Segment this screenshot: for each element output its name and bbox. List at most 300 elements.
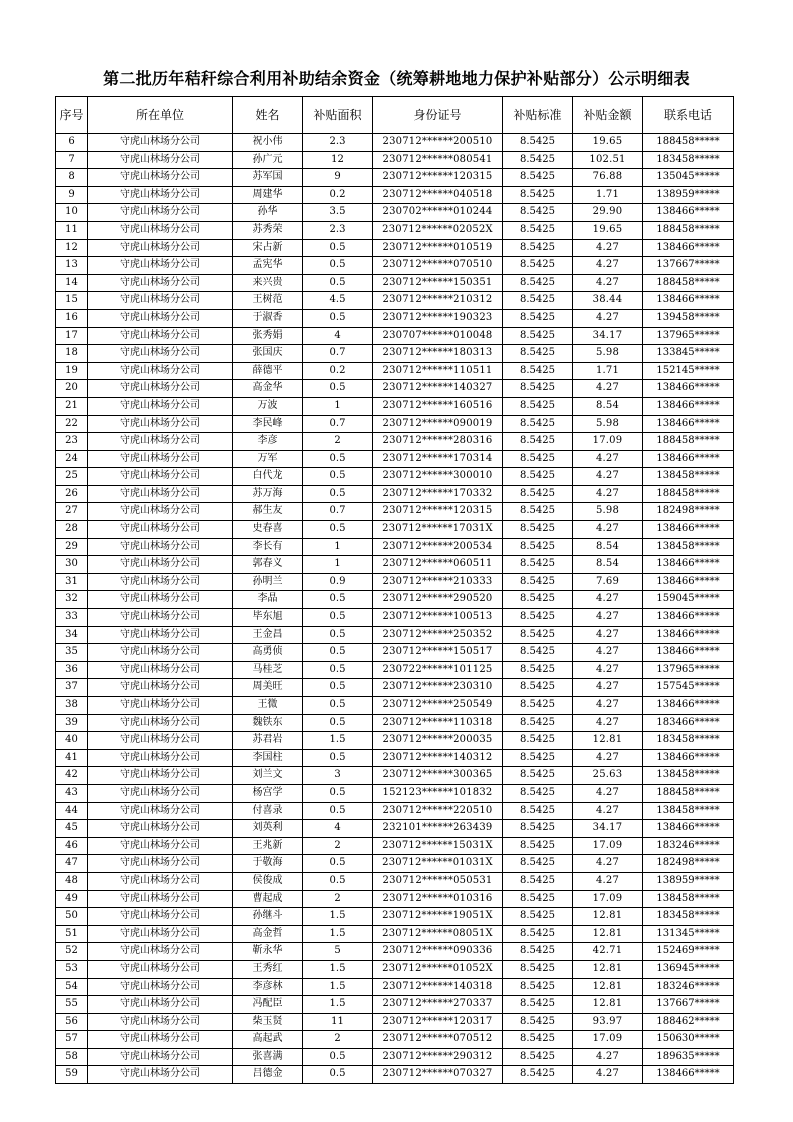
row-area: 4 (303, 327, 373, 345)
subsidy-table (55, 96, 734, 1084)
row-area: 0.5 (303, 784, 373, 802)
row-name: 张喜满 (233, 1048, 303, 1066)
row-area: 0.5 (303, 1066, 373, 1084)
row-unit: 守虎山林场分公司 (88, 820, 233, 838)
table-row (56, 186, 734, 204)
row-index: 30 (56, 556, 88, 574)
row-phone: 188462***** (643, 1013, 734, 1031)
row-id-number: 230712******080541 (373, 151, 503, 169)
row-name: 孙广元 (233, 151, 303, 169)
table-row (56, 573, 734, 591)
row-name: 孟宪华 (233, 257, 303, 275)
row-amount: 8.54 (573, 556, 643, 574)
row-amount: 34.17 (573, 820, 643, 838)
row-id-number: 230712******290312 (373, 1048, 503, 1066)
row-phone: 138466***** (643, 380, 734, 398)
row-index: 7 (56, 151, 88, 169)
row-id-number: 230712******200510 (373, 134, 503, 152)
row-unit: 守虎山林场分公司 (88, 169, 233, 187)
row-name: 毕东旭 (233, 609, 303, 627)
row-area: 3.5 (303, 204, 373, 222)
row-amount: 4.27 (573, 591, 643, 609)
row-phone: 138959***** (643, 872, 734, 890)
row-phone: 183458***** (643, 151, 734, 169)
row-amount: 5.98 (573, 503, 643, 521)
row-index: 25 (56, 468, 88, 486)
row-standard: 8.5425 (503, 485, 573, 503)
row-standard: 8.5425 (503, 397, 573, 415)
row-amount: 17.09 (573, 433, 643, 451)
row-amount: 17.09 (573, 837, 643, 855)
row-standard: 8.5425 (503, 644, 573, 662)
table-row (56, 503, 734, 521)
table-row (56, 714, 734, 732)
row-index: 28 (56, 521, 88, 539)
row-index: 59 (56, 1066, 88, 1084)
row-area: 0.5 (303, 309, 373, 327)
row-unit: 守虎山林场分公司 (88, 151, 233, 169)
row-phone: 138458***** (643, 538, 734, 556)
row-name: 李长有 (233, 538, 303, 556)
row-amount: 8.54 (573, 538, 643, 556)
row-unit: 守虎山林场分公司 (88, 872, 233, 890)
row-area: 0.7 (303, 503, 373, 521)
row-phone: 159045***** (643, 591, 734, 609)
row-phone: 188458***** (643, 485, 734, 503)
row-standard: 8.5425 (503, 468, 573, 486)
row-unit: 守虎山林场分公司 (88, 415, 233, 433)
row-index: 23 (56, 433, 88, 451)
row-unit: 守虎山林场分公司 (88, 485, 233, 503)
table-row (56, 697, 734, 715)
row-phone: 136945***** (643, 960, 734, 978)
row-name: 刘兰文 (233, 767, 303, 785)
row-unit: 守虎山林场分公司 (88, 609, 233, 627)
row-amount: 5.98 (573, 415, 643, 433)
row-id-number: 230712******060511 (373, 556, 503, 574)
row-unit: 守虎山林场分公司 (88, 221, 233, 239)
row-area: 0.5 (303, 274, 373, 292)
row-phone: 138458***** (643, 802, 734, 820)
table-row (56, 257, 734, 275)
table-row (56, 732, 734, 750)
row-unit: 守虎山林场分公司 (88, 943, 233, 961)
row-id-number: 230712******250549 (373, 697, 503, 715)
row-area: 0.5 (303, 257, 373, 275)
row-standard: 8.5425 (503, 169, 573, 187)
row-unit: 守虎山林场分公司 (88, 450, 233, 468)
table-row (56, 433, 734, 451)
table-header-row (56, 97, 734, 134)
row-name: 马桂芝 (233, 661, 303, 679)
row-area: 0.5 (303, 468, 373, 486)
row-id-number: 230712******160516 (373, 397, 503, 415)
row-amount: 4.27 (573, 274, 643, 292)
table-row (56, 169, 734, 187)
row-unit: 守虎山林场分公司 (88, 380, 233, 398)
row-standard: 8.5425 (503, 221, 573, 239)
row-id-number: 230712******110318 (373, 714, 503, 732)
row-id-number: 230712******180313 (373, 345, 503, 363)
header-phone: 联系电话 (643, 97, 734, 134)
row-phone: 138466***** (643, 450, 734, 468)
row-unit: 守虎山林场分公司 (88, 978, 233, 996)
row-unit: 守虎山林场分公司 (88, 626, 233, 644)
row-unit: 守虎山林场分公司 (88, 433, 233, 451)
row-standard: 8.5425 (503, 749, 573, 767)
row-id-number: 230712******170314 (373, 450, 503, 468)
row-area: 0.5 (303, 644, 373, 662)
row-index: 20 (56, 380, 88, 398)
row-phone: 138458***** (643, 468, 734, 486)
row-area: 2.3 (303, 134, 373, 152)
row-area: 4 (303, 820, 373, 838)
row-unit: 守虎山林场分公司 (88, 732, 233, 750)
row-id-number: 230712******210333 (373, 573, 503, 591)
row-index: 6 (56, 134, 88, 152)
row-name: 李彦林 (233, 978, 303, 996)
row-phone: 138458***** (643, 767, 734, 785)
row-name: 高金哲 (233, 925, 303, 943)
row-area: 1 (303, 397, 373, 415)
row-unit: 守虎山林场分公司 (88, 1048, 233, 1066)
row-name: 吕德金 (233, 1066, 303, 1084)
row-id-number: 230712******010519 (373, 239, 503, 257)
row-standard: 8.5425 (503, 327, 573, 345)
row-id-number: 230712******300010 (373, 468, 503, 486)
row-name: 高金华 (233, 380, 303, 398)
row-index: 45 (56, 820, 88, 838)
table-row (56, 820, 734, 838)
row-amount: 12.81 (573, 996, 643, 1014)
header-unit: 所在单位 (88, 97, 233, 134)
row-phone: 188458***** (643, 433, 734, 451)
row-unit: 守虎山林场分公司 (88, 239, 233, 257)
row-amount: 4.27 (573, 257, 643, 275)
row-unit: 守虎山林场分公司 (88, 345, 233, 363)
row-area: 0.5 (303, 872, 373, 890)
row-unit: 守虎山林场分公司 (88, 186, 233, 204)
row-name: 于敬海 (233, 855, 303, 873)
row-amount: 4.27 (573, 784, 643, 802)
row-name: 冯配臣 (233, 996, 303, 1014)
table-row (56, 151, 734, 169)
row-name: 李国柱 (233, 749, 303, 767)
row-id-number: 230712******140318 (373, 978, 503, 996)
row-amount: 12.81 (573, 925, 643, 943)
row-standard: 8.5425 (503, 362, 573, 380)
row-id-number: 230712******210312 (373, 292, 503, 310)
row-id-number: 230712******120317 (373, 1013, 503, 1031)
row-unit: 守虎山林场分公司 (88, 204, 233, 222)
row-standard: 8.5425 (503, 380, 573, 398)
row-standard: 8.5425 (503, 626, 573, 644)
row-id-number: 230712******220510 (373, 802, 503, 820)
row-id-number: 230712******140327 (373, 380, 503, 398)
row-name: 靳永华 (233, 943, 303, 961)
row-phone: 183458***** (643, 732, 734, 750)
row-id-number: 230712******250352 (373, 626, 503, 644)
row-phone: 137667***** (643, 996, 734, 1014)
row-name: 万波 (233, 397, 303, 415)
row-unit: 守虎山林场分公司 (88, 802, 233, 820)
row-standard: 8.5425 (503, 890, 573, 908)
row-standard: 8.5425 (503, 855, 573, 873)
row-standard: 8.5425 (503, 433, 573, 451)
row-amount: 4.27 (573, 468, 643, 486)
row-unit: 守虎山林场分公司 (88, 1031, 233, 1049)
row-standard: 8.5425 (503, 538, 573, 556)
row-index: 19 (56, 362, 88, 380)
row-phone: 137965***** (643, 661, 734, 679)
row-area: 0.5 (303, 626, 373, 644)
row-index: 48 (56, 872, 88, 890)
row-name: 孙继斗 (233, 908, 303, 926)
table-row (56, 784, 734, 802)
row-id-number: 230702******010244 (373, 204, 503, 222)
row-area: 1.5 (303, 732, 373, 750)
row-amount: 1.71 (573, 186, 643, 204)
table-row (56, 397, 734, 415)
row-unit: 守虎山林场分公司 (88, 661, 233, 679)
row-area: 0.5 (303, 802, 373, 820)
row-phone: 138466***** (643, 415, 734, 433)
row-phone: 152145***** (643, 362, 734, 380)
row-phone: 138466***** (643, 697, 734, 715)
row-id-number: 230712******100513 (373, 609, 503, 627)
row-amount: 12.81 (573, 908, 643, 926)
row-name: 侯俊成 (233, 872, 303, 890)
row-index: 11 (56, 221, 88, 239)
table-row (56, 415, 734, 433)
row-name: 王金昌 (233, 626, 303, 644)
row-name: 王树范 (233, 292, 303, 310)
row-standard: 8.5425 (503, 767, 573, 785)
row-index: 55 (56, 996, 88, 1014)
row-amount: 4.27 (573, 802, 643, 820)
row-id-number: 232101******263439 (373, 820, 503, 838)
row-amount: 17.09 (573, 890, 643, 908)
row-index: 31 (56, 573, 88, 591)
row-area: 0.7 (303, 345, 373, 363)
row-id-number: 230712******140312 (373, 749, 503, 767)
row-index: 27 (56, 503, 88, 521)
row-name: 史春喜 (233, 521, 303, 539)
row-phone: 137667***** (643, 257, 734, 275)
row-phone: 152469***** (643, 943, 734, 961)
row-id-number: 230712******050531 (373, 872, 503, 890)
row-id-number: 230712******010316 (373, 890, 503, 908)
row-standard: 8.5425 (503, 609, 573, 627)
row-amount: 4.27 (573, 521, 643, 539)
row-phone: 138466***** (643, 609, 734, 627)
table-row (56, 345, 734, 363)
row-id-number: 230712******120315 (373, 169, 503, 187)
table-row (56, 1048, 734, 1066)
row-phone: 138466***** (643, 626, 734, 644)
row-index: 47 (56, 855, 88, 873)
row-amount: 4.27 (573, 749, 643, 767)
row-standard: 8.5425 (503, 802, 573, 820)
header-amount: 补贴金额 (573, 97, 643, 134)
table-row (56, 925, 734, 943)
row-phone: 131345***** (643, 925, 734, 943)
row-index: 35 (56, 644, 88, 662)
row-unit: 守虎山林场分公司 (88, 697, 233, 715)
table-row (56, 134, 734, 152)
row-standard: 8.5425 (503, 872, 573, 890)
row-area: 0.5 (303, 679, 373, 697)
row-amount: 25.63 (573, 767, 643, 785)
row-id-number: 230712******17031X (373, 521, 503, 539)
row-standard: 8.5425 (503, 292, 573, 310)
row-standard: 8.5425 (503, 591, 573, 609)
table-row (56, 890, 734, 908)
row-amount: 4.27 (573, 872, 643, 890)
row-phone: 138458***** (643, 890, 734, 908)
table-row (56, 644, 734, 662)
row-standard: 8.5425 (503, 503, 573, 521)
row-index: 26 (56, 485, 88, 503)
row-amount: 19.65 (573, 134, 643, 152)
row-amount: 4.27 (573, 644, 643, 662)
row-index: 46 (56, 837, 88, 855)
header-name: 姓名 (233, 97, 303, 134)
row-name: 张秀娟 (233, 327, 303, 345)
row-unit: 守虎山林场分公司 (88, 397, 233, 415)
row-unit: 守虎山林场分公司 (88, 573, 233, 591)
row-id-number: 230712******280316 (373, 433, 503, 451)
row-amount: 5.98 (573, 345, 643, 363)
row-amount: 4.27 (573, 609, 643, 627)
row-phone: 135045***** (643, 169, 734, 187)
row-index: 37 (56, 679, 88, 697)
table-row (56, 661, 734, 679)
row-id-number: 230712******01031X (373, 855, 503, 873)
table-row (56, 943, 734, 961)
row-area: 9 (303, 169, 373, 187)
row-amount: 4.27 (573, 380, 643, 398)
row-phone: 133845***** (643, 345, 734, 363)
row-index: 14 (56, 274, 88, 292)
row-index: 33 (56, 609, 88, 627)
row-unit: 守虎山林场分公司 (88, 890, 233, 908)
row-index: 16 (56, 309, 88, 327)
row-index: 51 (56, 925, 88, 943)
row-name: 魏铁东 (233, 714, 303, 732)
row-id-number: 230712******150517 (373, 644, 503, 662)
row-name: 刘英利 (233, 820, 303, 838)
row-standard: 8.5425 (503, 521, 573, 539)
table-row (56, 626, 734, 644)
row-unit: 守虎山林场分公司 (88, 362, 233, 380)
row-name: 柴玉贤 (233, 1013, 303, 1031)
row-standard: 8.5425 (503, 345, 573, 363)
row-area: 1.5 (303, 925, 373, 943)
table-row (56, 274, 734, 292)
row-name: 李晶 (233, 591, 303, 609)
row-id-number: 230712******200534 (373, 538, 503, 556)
row-area: 1.5 (303, 978, 373, 996)
row-standard: 8.5425 (503, 996, 573, 1014)
row-unit: 守虎山林场分公司 (88, 996, 233, 1014)
row-unit: 守虎山林场分公司 (88, 784, 233, 802)
row-id-number: 230712******070327 (373, 1066, 503, 1084)
table-row (56, 204, 734, 222)
row-amount: 29.90 (573, 204, 643, 222)
row-area: 2.3 (303, 221, 373, 239)
row-id-number: 230712******270337 (373, 996, 503, 1014)
row-name: 张国庆 (233, 345, 303, 363)
row-amount: 102.51 (573, 151, 643, 169)
row-amount: 4.27 (573, 1048, 643, 1066)
row-index: 8 (56, 169, 88, 187)
row-name: 白代龙 (233, 468, 303, 486)
row-phone: 183466***** (643, 714, 734, 732)
row-unit: 守虎山林场分公司 (88, 468, 233, 486)
row-area: 1.5 (303, 908, 373, 926)
row-id-number: 230712******15031X (373, 837, 503, 855)
table-row (56, 362, 734, 380)
row-phone: 182498***** (643, 503, 734, 521)
row-amount: 4.27 (573, 626, 643, 644)
row-area: 1 (303, 556, 373, 574)
row-phone: 138466***** (643, 1066, 734, 1084)
row-area: 2 (303, 1031, 373, 1049)
row-id-number: 230712******08051X (373, 925, 503, 943)
row-index: 39 (56, 714, 88, 732)
row-amount: 4.27 (573, 661, 643, 679)
row-unit: 守虎山林场分公司 (88, 714, 233, 732)
row-area: 0.5 (303, 714, 373, 732)
table-row (56, 855, 734, 873)
row-unit: 守虎山林场分公司 (88, 1013, 233, 1031)
row-name: 李民峰 (233, 415, 303, 433)
row-id-number: 230712******090019 (373, 415, 503, 433)
row-unit: 守虎山林场分公司 (88, 134, 233, 152)
row-amount: 4.27 (573, 697, 643, 715)
row-area: 1.5 (303, 996, 373, 1014)
row-area: 0.5 (303, 450, 373, 468)
table-row (56, 872, 734, 890)
row-standard: 8.5425 (503, 908, 573, 926)
row-name: 苏秀荣 (233, 221, 303, 239)
row-name: 苏军国 (233, 169, 303, 187)
row-area: 0.5 (303, 521, 373, 539)
row-amount: 1.71 (573, 362, 643, 380)
row-standard: 8.5425 (503, 309, 573, 327)
row-id-number: 230712******200035 (373, 732, 503, 750)
row-area: 11 (303, 1013, 373, 1031)
row-amount: 4.27 (573, 450, 643, 468)
row-standard: 8.5425 (503, 1048, 573, 1066)
document-title: 第二批历年秸秆综合利用补助结余资金（统筹耕地地力保护补贴部分）公示明细表 (103, 69, 690, 88)
row-index: 15 (56, 292, 88, 310)
row-name: 来兴贵 (233, 274, 303, 292)
table-row (56, 591, 734, 609)
row-area: 0.7 (303, 415, 373, 433)
row-unit: 守虎山林场分公司 (88, 257, 233, 275)
row-area: 0.5 (303, 661, 373, 679)
row-id-number: 230712******070512 (373, 1031, 503, 1049)
row-name: 王秀红 (233, 960, 303, 978)
row-area: 0.9 (303, 573, 373, 591)
row-standard: 8.5425 (503, 943, 573, 961)
row-phone: 138959***** (643, 186, 734, 204)
row-standard: 8.5425 (503, 820, 573, 838)
row-amount: 17.09 (573, 1031, 643, 1049)
row-area: 0.5 (303, 855, 373, 873)
